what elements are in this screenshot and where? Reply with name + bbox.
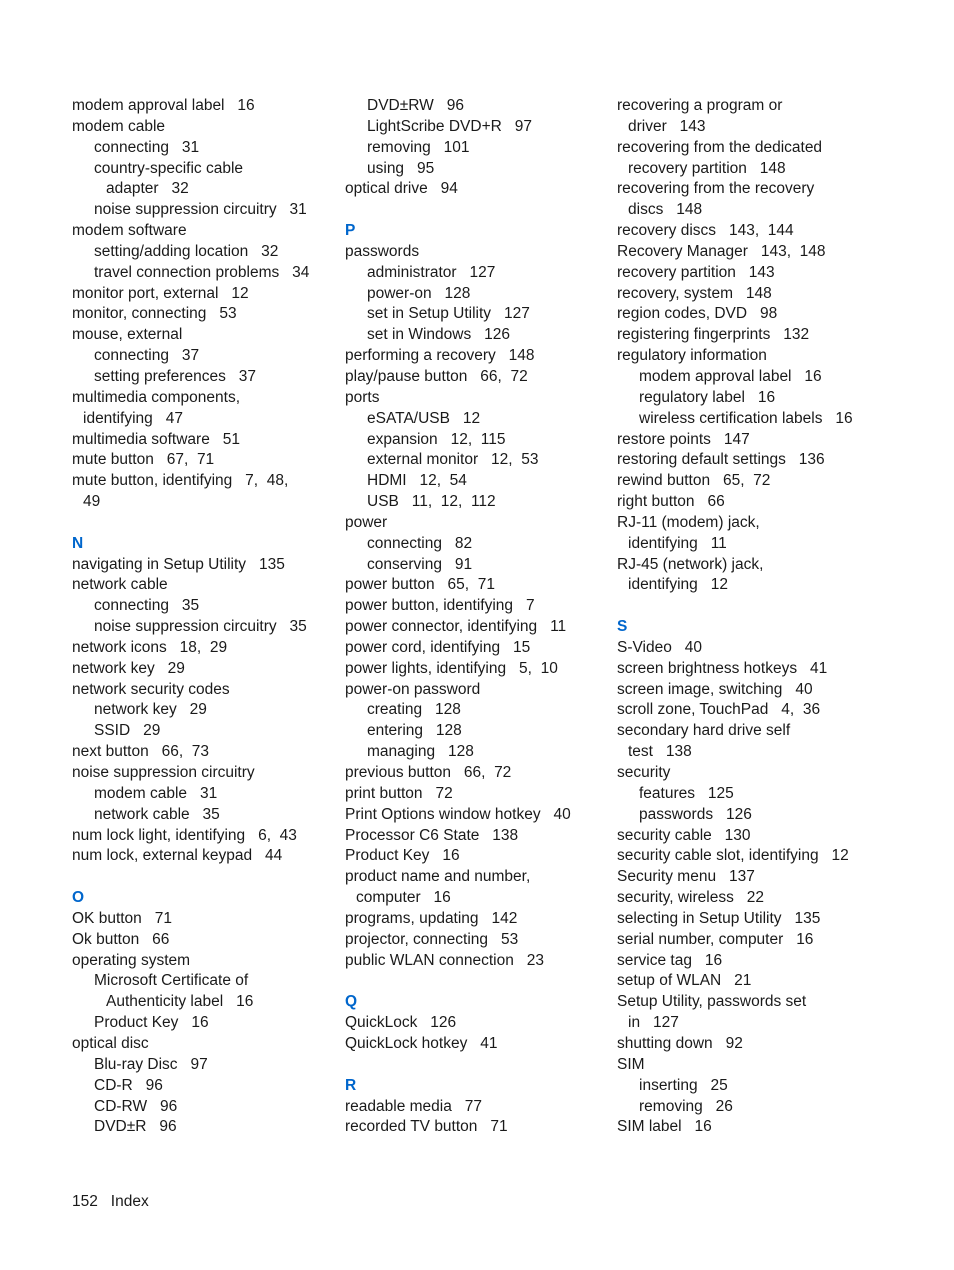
index-entry: programs, updating 142 <box>345 909 518 927</box>
index-entry: optical drive 94 <box>345 180 458 198</box>
index-subentry: network key 29 <box>94 701 207 719</box>
index-entry: Processor C6 State 138 <box>345 826 519 844</box>
index-entry: rewind button 65, 72 <box>617 472 771 490</box>
index-entry-continuation: in 127 <box>628 1014 679 1032</box>
index-column-3 <box>617 96 877 1138</box>
index-entry: right button 66 <box>617 493 725 511</box>
index-letter-heading: R <box>345 1076 357 1094</box>
index-column-2 <box>345 96 615 1138</box>
index-subentry: creating 128 <box>367 701 461 719</box>
index-entry: product name and number, <box>345 868 531 886</box>
index-letter-heading: P <box>345 222 356 240</box>
index-subentry: eSATA/USB 12 <box>367 409 481 427</box>
index-entry-continuation: recovery partition 148 <box>628 159 786 177</box>
index-entry: selecting in Setup Utility 135 <box>617 909 821 927</box>
index-entry: power cord, identifying 15 <box>345 638 531 656</box>
index-entry: OK button 71 <box>72 909 172 927</box>
index-letter-heading: Q <box>345 993 358 1011</box>
index-entry: monitor port, external 12 <box>72 284 249 302</box>
index-subentry: removing 26 <box>639 1097 733 1115</box>
index-entry: optical disc <box>72 1034 149 1052</box>
index-subentry: Microsoft Certificate of <box>94 972 249 990</box>
index-entry: security cable 130 <box>617 826 751 844</box>
index-letter-heading: N <box>72 534 84 552</box>
index-entry: multimedia components, <box>72 388 240 406</box>
index-entry: network icons 18, 29 <box>72 638 228 656</box>
index-subentry: connecting 35 <box>94 597 200 615</box>
index-entry: power <box>345 513 388 531</box>
index-entry: service tag 16 <box>617 951 723 969</box>
index-entry: noise suppression circuitry <box>72 764 255 781</box>
index-entry: region codes, DVD 98 <box>617 305 778 323</box>
index-subentry: DVD±R 96 <box>94 1118 177 1136</box>
index-entry: Product Key 16 <box>345 847 460 865</box>
index-entry: recorded TV button 71 <box>345 1118 508 1136</box>
index-letter-heading: O <box>72 889 85 907</box>
index-entry: play/pause button 66, 72 <box>345 367 528 385</box>
index-entry: mouse, external <box>72 326 183 344</box>
index-entry: navigating in Setup Utility 135 <box>72 555 285 573</box>
index-subentry: regulatory label 16 <box>639 388 776 406</box>
section-spacer <box>72 513 342 534</box>
index-subentry: using 95 <box>367 159 435 177</box>
index-entry: passwords <box>345 242 420 260</box>
index-entry: setup of WLAN 21 <box>617 972 752 990</box>
index-entry: SIM label 16 <box>617 1118 712 1136</box>
index-subentry: noise suppression circuitry 35 <box>94 618 307 636</box>
index-entry-continuation: identifying 11 <box>628 534 727 552</box>
index-entry: restore points 147 <box>617 430 750 448</box>
index-subentry: inserting 25 <box>639 1076 728 1094</box>
index-subentry: DVD±RW 96 <box>367 97 464 114</box>
index-entry: num lock light, identifying 6, 43 <box>72 826 297 844</box>
index-entry: monitor, connecting 53 <box>72 305 237 323</box>
index-subentry-continuation: adapter 32 <box>106 180 189 198</box>
index-subentry: HDMI 12, 54 <box>367 472 467 490</box>
index-entry: next button 66, 73 <box>72 743 210 761</box>
index-entry: screen image, switching 40 <box>617 680 813 698</box>
index-entry-continuation: test 138 <box>628 743 692 761</box>
index-subentry: connecting 37 <box>94 347 200 365</box>
index-entry: security cable slot, identifying 12 <box>617 847 849 865</box>
index-entry-continuation: 49 <box>83 493 101 511</box>
section-spacer <box>617 596 877 617</box>
index-entry: power-on password <box>345 680 481 698</box>
index-entry: power button, identifying 7 <box>345 597 535 615</box>
index-entry: recovery, system 148 <box>617 284 772 302</box>
index-subentry: CD-RW 96 <box>94 1097 178 1115</box>
index-subentry: Blu-ray Disc 97 <box>94 1055 208 1073</box>
index-entry: recovering from the dedicated <box>617 138 823 156</box>
index-entry: readable media 77 <box>345 1097 483 1115</box>
section-spacer <box>345 200 615 221</box>
index-entry-continuation: driver 143 <box>628 117 706 135</box>
index-entry: security <box>617 764 671 781</box>
index-column-1 <box>72 96 342 1138</box>
index-subentry: features 125 <box>639 784 734 802</box>
index-subentry: external monitor 12, 53 <box>367 451 539 469</box>
index-entry: power button 65, 71 <box>345 576 495 594</box>
index-subentry: SSID 29 <box>94 722 161 740</box>
index-entry: print button 72 <box>345 784 453 802</box>
index-entry: mute button, identifying 7, 48, <box>72 472 289 490</box>
index-subentry: setting preferences 37 <box>94 367 256 385</box>
page-footer <box>72 1192 149 1212</box>
index-subentry: network cable 35 <box>94 805 220 823</box>
index-entry: Print Options window hotkey 40 <box>345 805 571 823</box>
index-entry: network cable <box>72 576 168 594</box>
section-spacer <box>72 867 342 888</box>
index-entry: serial number, computer 16 <box>617 930 814 948</box>
index-entry: QuickLock hotkey 41 <box>345 1034 498 1052</box>
index-subentry: Product Key 16 <box>94 1014 209 1032</box>
index-entry: scroll zone, TouchPad 4, 36 <box>617 701 821 719</box>
index-entry: ports <box>345 388 380 406</box>
index-subentry: passwords 126 <box>639 805 752 823</box>
index-subentry: conserving 91 <box>367 555 473 573</box>
index-entry: screen brightness hotkeys 41 <box>617 659 828 677</box>
index-subentry: modem cable 31 <box>94 784 218 802</box>
index-subentry: noise suppression circuitry 31 <box>94 201 307 219</box>
section-spacer <box>345 971 615 992</box>
index-subentry: connecting 82 <box>367 534 473 552</box>
index-entry: S-Video 40 <box>617 638 703 656</box>
index-entry: SIM <box>617 1055 645 1073</box>
index-entry: num lock, external keypad 44 <box>72 847 283 865</box>
index-entry: mute button 67, 71 <box>72 451 215 469</box>
index-entry: public WLAN connection 23 <box>345 951 545 969</box>
index-subentry: set in Setup Utility 127 <box>367 305 530 323</box>
index-entry-continuation: identifying 47 <box>83 409 183 427</box>
index-entry: power connector, identifying 11 <box>345 618 567 636</box>
index-entry: recovering from the recovery <box>617 180 815 198</box>
index-subentry: entering 128 <box>367 722 462 740</box>
index-entry: RJ-45 (network) jack, <box>617 555 764 573</box>
index-entry-continuation: discs 148 <box>628 201 703 219</box>
index-entry: RJ-11 (modem) jack, <box>617 513 760 531</box>
index-subentry: setting/adding location 32 <box>94 242 279 260</box>
index-entry: network key 29 <box>72 659 185 677</box>
index-subentry: connecting 31 <box>94 138 200 156</box>
index-entry: Ok button 66 <box>72 930 170 948</box>
section-spacer <box>345 1055 615 1076</box>
index-subentry: LightScribe DVD+R 97 <box>367 117 532 135</box>
index-letter-heading: S <box>617 618 628 636</box>
index-entry: regulatory information <box>617 347 767 365</box>
index-subentry: wireless certification labels 16 <box>639 409 853 427</box>
index-subentry: removing 101 <box>367 138 470 156</box>
index-entry: Recovery Manager 143, 148 <box>617 242 826 260</box>
index-entry: Setup Utility, passwords set <box>617 993 807 1011</box>
index-entry: QuickLock 126 <box>345 1014 457 1032</box>
index-entry-continuation: identifying 12 <box>628 576 728 594</box>
index-entry: modem software <box>72 222 187 240</box>
index-entry: modem approval label 16 <box>72 97 255 114</box>
index-subentry: USB 11, 12, 112 <box>367 493 496 511</box>
index-entry: secondary hard drive self <box>617 722 791 740</box>
index-entry: previous button 66, 72 <box>345 764 512 781</box>
page-number: 152 <box>72 1193 98 1210</box>
index-entry: registering fingerprints 132 <box>617 326 810 344</box>
index-entry: recovery discs 143, 144 <box>617 222 794 240</box>
index-entry-continuation: computer 16 <box>356 889 451 907</box>
index-subentry: administrator 127 <box>367 263 496 281</box>
index-entry: shutting down 92 <box>617 1034 743 1052</box>
index-entry: security, wireless 22 <box>617 889 765 907</box>
index-subentry: set in Windows 126 <box>367 326 511 344</box>
index-entry: power lights, identifying 5, 10 <box>345 659 558 677</box>
index-subentry: expansion 12, 115 <box>367 430 506 448</box>
index-subentry: modem approval label 16 <box>639 367 822 385</box>
index-entry: network security codes <box>72 680 230 698</box>
footer-section-label: Index <box>110 1193 149 1210</box>
index-subentry: power-on 128 <box>367 284 471 302</box>
index-entry: operating system <box>72 951 191 969</box>
index-entry: modem cable <box>72 117 166 135</box>
index-entry: recovering a program or <box>617 97 783 114</box>
index-entry: recovery partition 143 <box>617 263 775 281</box>
index-entry: projector, connecting 53 <box>345 930 519 948</box>
index-entry: Security menu 137 <box>617 868 755 886</box>
index-subentry: travel connection problems 34 <box>94 263 310 281</box>
index-subentry: managing 128 <box>367 743 474 761</box>
index-entry: multimedia software 51 <box>72 430 240 448</box>
index-subentry: country-specific cable <box>94 159 244 177</box>
index-subentry: CD-R 96 <box>94 1076 163 1094</box>
index-entry: restoring default settings 136 <box>617 451 825 469</box>
index-entry: performing a recovery 148 <box>345 347 535 365</box>
index-subentry-continuation: Authenticity label 16 <box>106 993 254 1011</box>
